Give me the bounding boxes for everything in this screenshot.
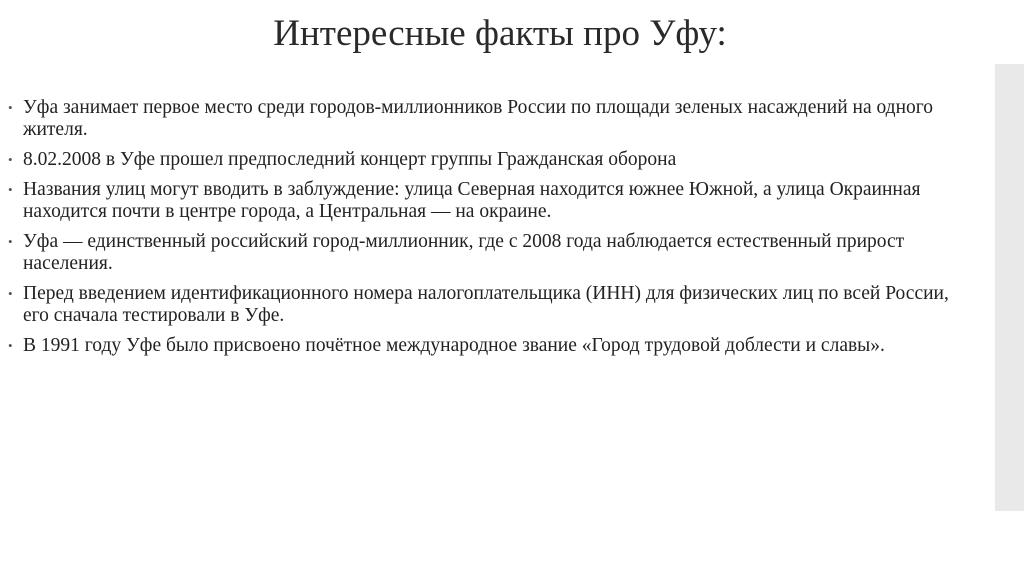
facts-list (8, 97, 968, 365)
fact-text: Перед введением идентификационного номера налогоплательщика (ИНН) для физических лиц по всей России, его сначала тестировали в Уфе. (23, 283, 949, 326)
side-scroll-strip[interactable] (995, 64, 1024, 511)
fact-item (8, 231, 968, 275)
bullet-icon: • (8, 338, 13, 353)
slide-title: Интересные факты про Уфу: (273, 13, 727, 54)
fact-text: 8.02.2008 в Уфе прошел предпоследний концерт группы Гражданская оборона (23, 149, 677, 170)
bullet-icon: • (8, 152, 13, 167)
fact-item (8, 179, 968, 223)
fact-item (8, 335, 968, 357)
fact-text: Уфа — единственный российский город-миллионник, где с 2008 года наблюдается естественный прирост населения. (23, 231, 905, 274)
bullet-icon: • (8, 100, 13, 115)
bullet-icon: • (8, 234, 13, 249)
fact-text: Уфа занимает первое место среди городов-миллионников России по площади зеленых насаждений на одного жителя. (23, 97, 934, 140)
fact-item (8, 97, 968, 141)
bullet-icon: • (8, 286, 13, 301)
fact-text: Названия улиц могут вводить в заблуждение: улица Северная находится южнее Южной, а улица Окраинная находится почти в центре города, а Центральная — на окраине. (23, 179, 921, 222)
fact-item (8, 283, 968, 327)
bullet-icon: • (8, 182, 13, 197)
fact-item (8, 149, 968, 171)
fact-text: В 1991 году Уфе было присвоено почётное международное звание «Город трудовой доблести и славы». (23, 335, 885, 356)
